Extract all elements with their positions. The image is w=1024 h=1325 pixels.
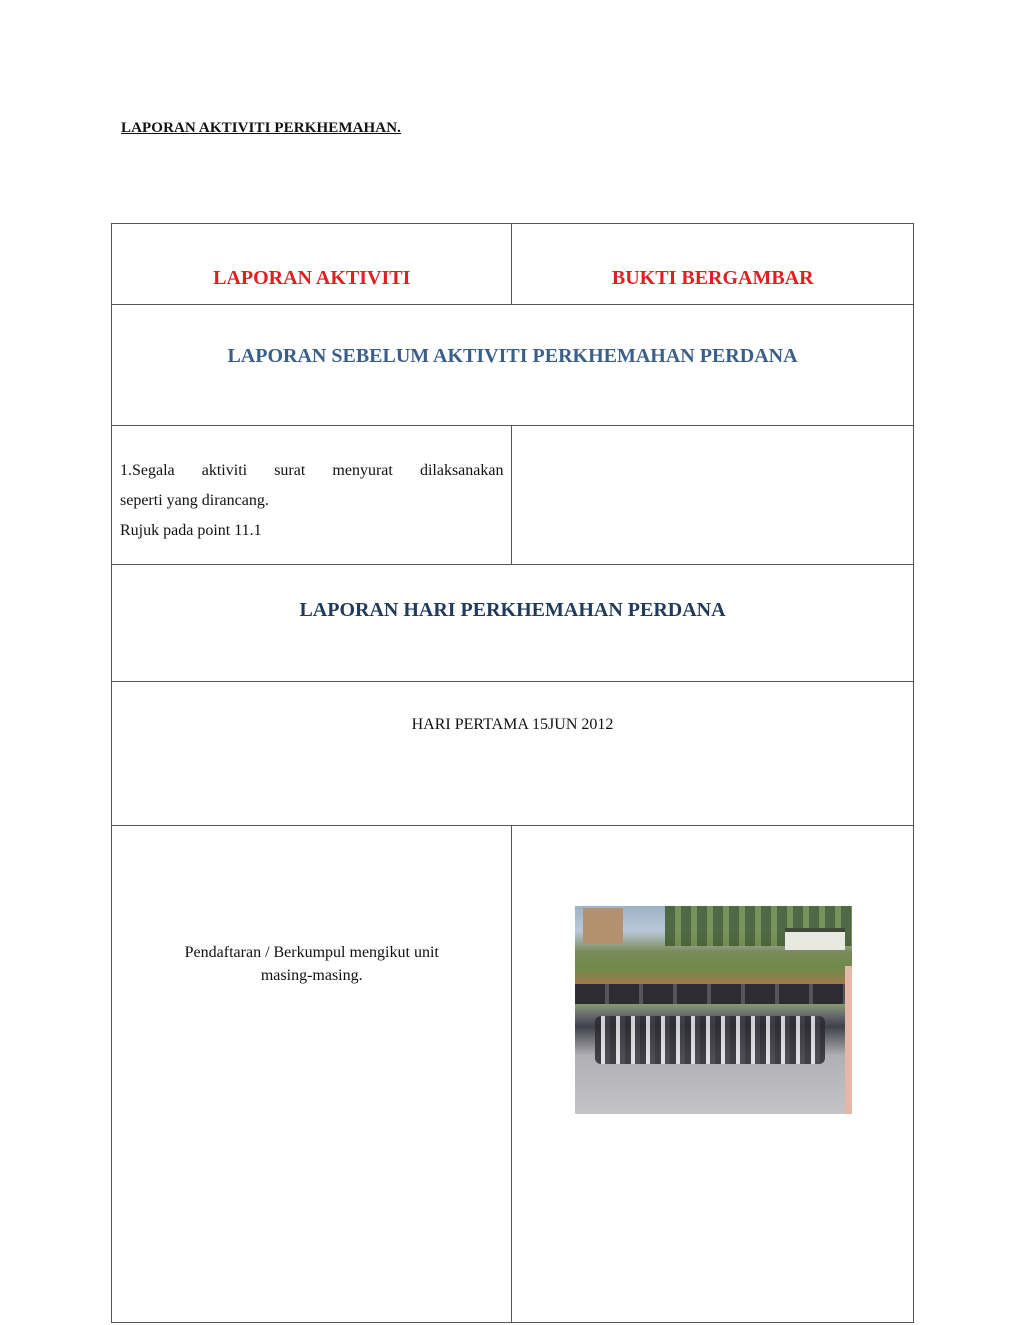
item-line-3: Rujuk pada point 11.1 bbox=[120, 522, 262, 539]
item-description bbox=[112, 426, 511, 546]
registration-photo-cell bbox=[512, 826, 914, 1323]
registration-line-1: Pendaftaran / Berkumpul mengikut unit bbox=[184, 944, 439, 961]
section-row-before bbox=[112, 305, 914, 426]
day-row bbox=[112, 682, 914, 826]
table-row bbox=[112, 826, 914, 1323]
item-line-2: seperti yang dirancang. bbox=[120, 492, 269, 509]
registration-photo bbox=[575, 906, 852, 1114]
registration-line-2: masing-masing. bbox=[260, 967, 363, 984]
header-laporan-aktiviti: LAPORAN AKTIVITI bbox=[112, 224, 512, 305]
photo-building bbox=[583, 908, 623, 944]
day-one-label: HARI PERTAMA 15JUN 2012 bbox=[112, 682, 914, 826]
document-title: LAPORAN AKTIVITI PERKHEMAHAN. bbox=[121, 120, 402, 136]
photo-pole bbox=[845, 966, 852, 1114]
photo-shed bbox=[785, 928, 845, 950]
photo-crowd bbox=[595, 1016, 825, 1064]
photo-cars bbox=[575, 984, 852, 1004]
item-description-cell bbox=[112, 426, 512, 565]
report-table bbox=[111, 223, 914, 1323]
table-header-row bbox=[112, 224, 914, 305]
item-evidence-cell bbox=[512, 426, 914, 565]
header-bukti-bergambar: BUKTI BERGAMBAR bbox=[512, 224, 914, 305]
item-line-1: 1.Segala aktiviti surat menyurat dilaksanakan bbox=[120, 462, 504, 479]
registration-description bbox=[112, 826, 512, 1323]
section-title-before: LAPORAN SEBELUM AKTIVITI PERKHEMAHAN PERDANA bbox=[112, 305, 914, 426]
section-row-day bbox=[112, 565, 914, 682]
section-title-day: LAPORAN HARI PERKHEMAHAN PERDANA bbox=[112, 565, 914, 682]
table-row bbox=[112, 426, 914, 565]
